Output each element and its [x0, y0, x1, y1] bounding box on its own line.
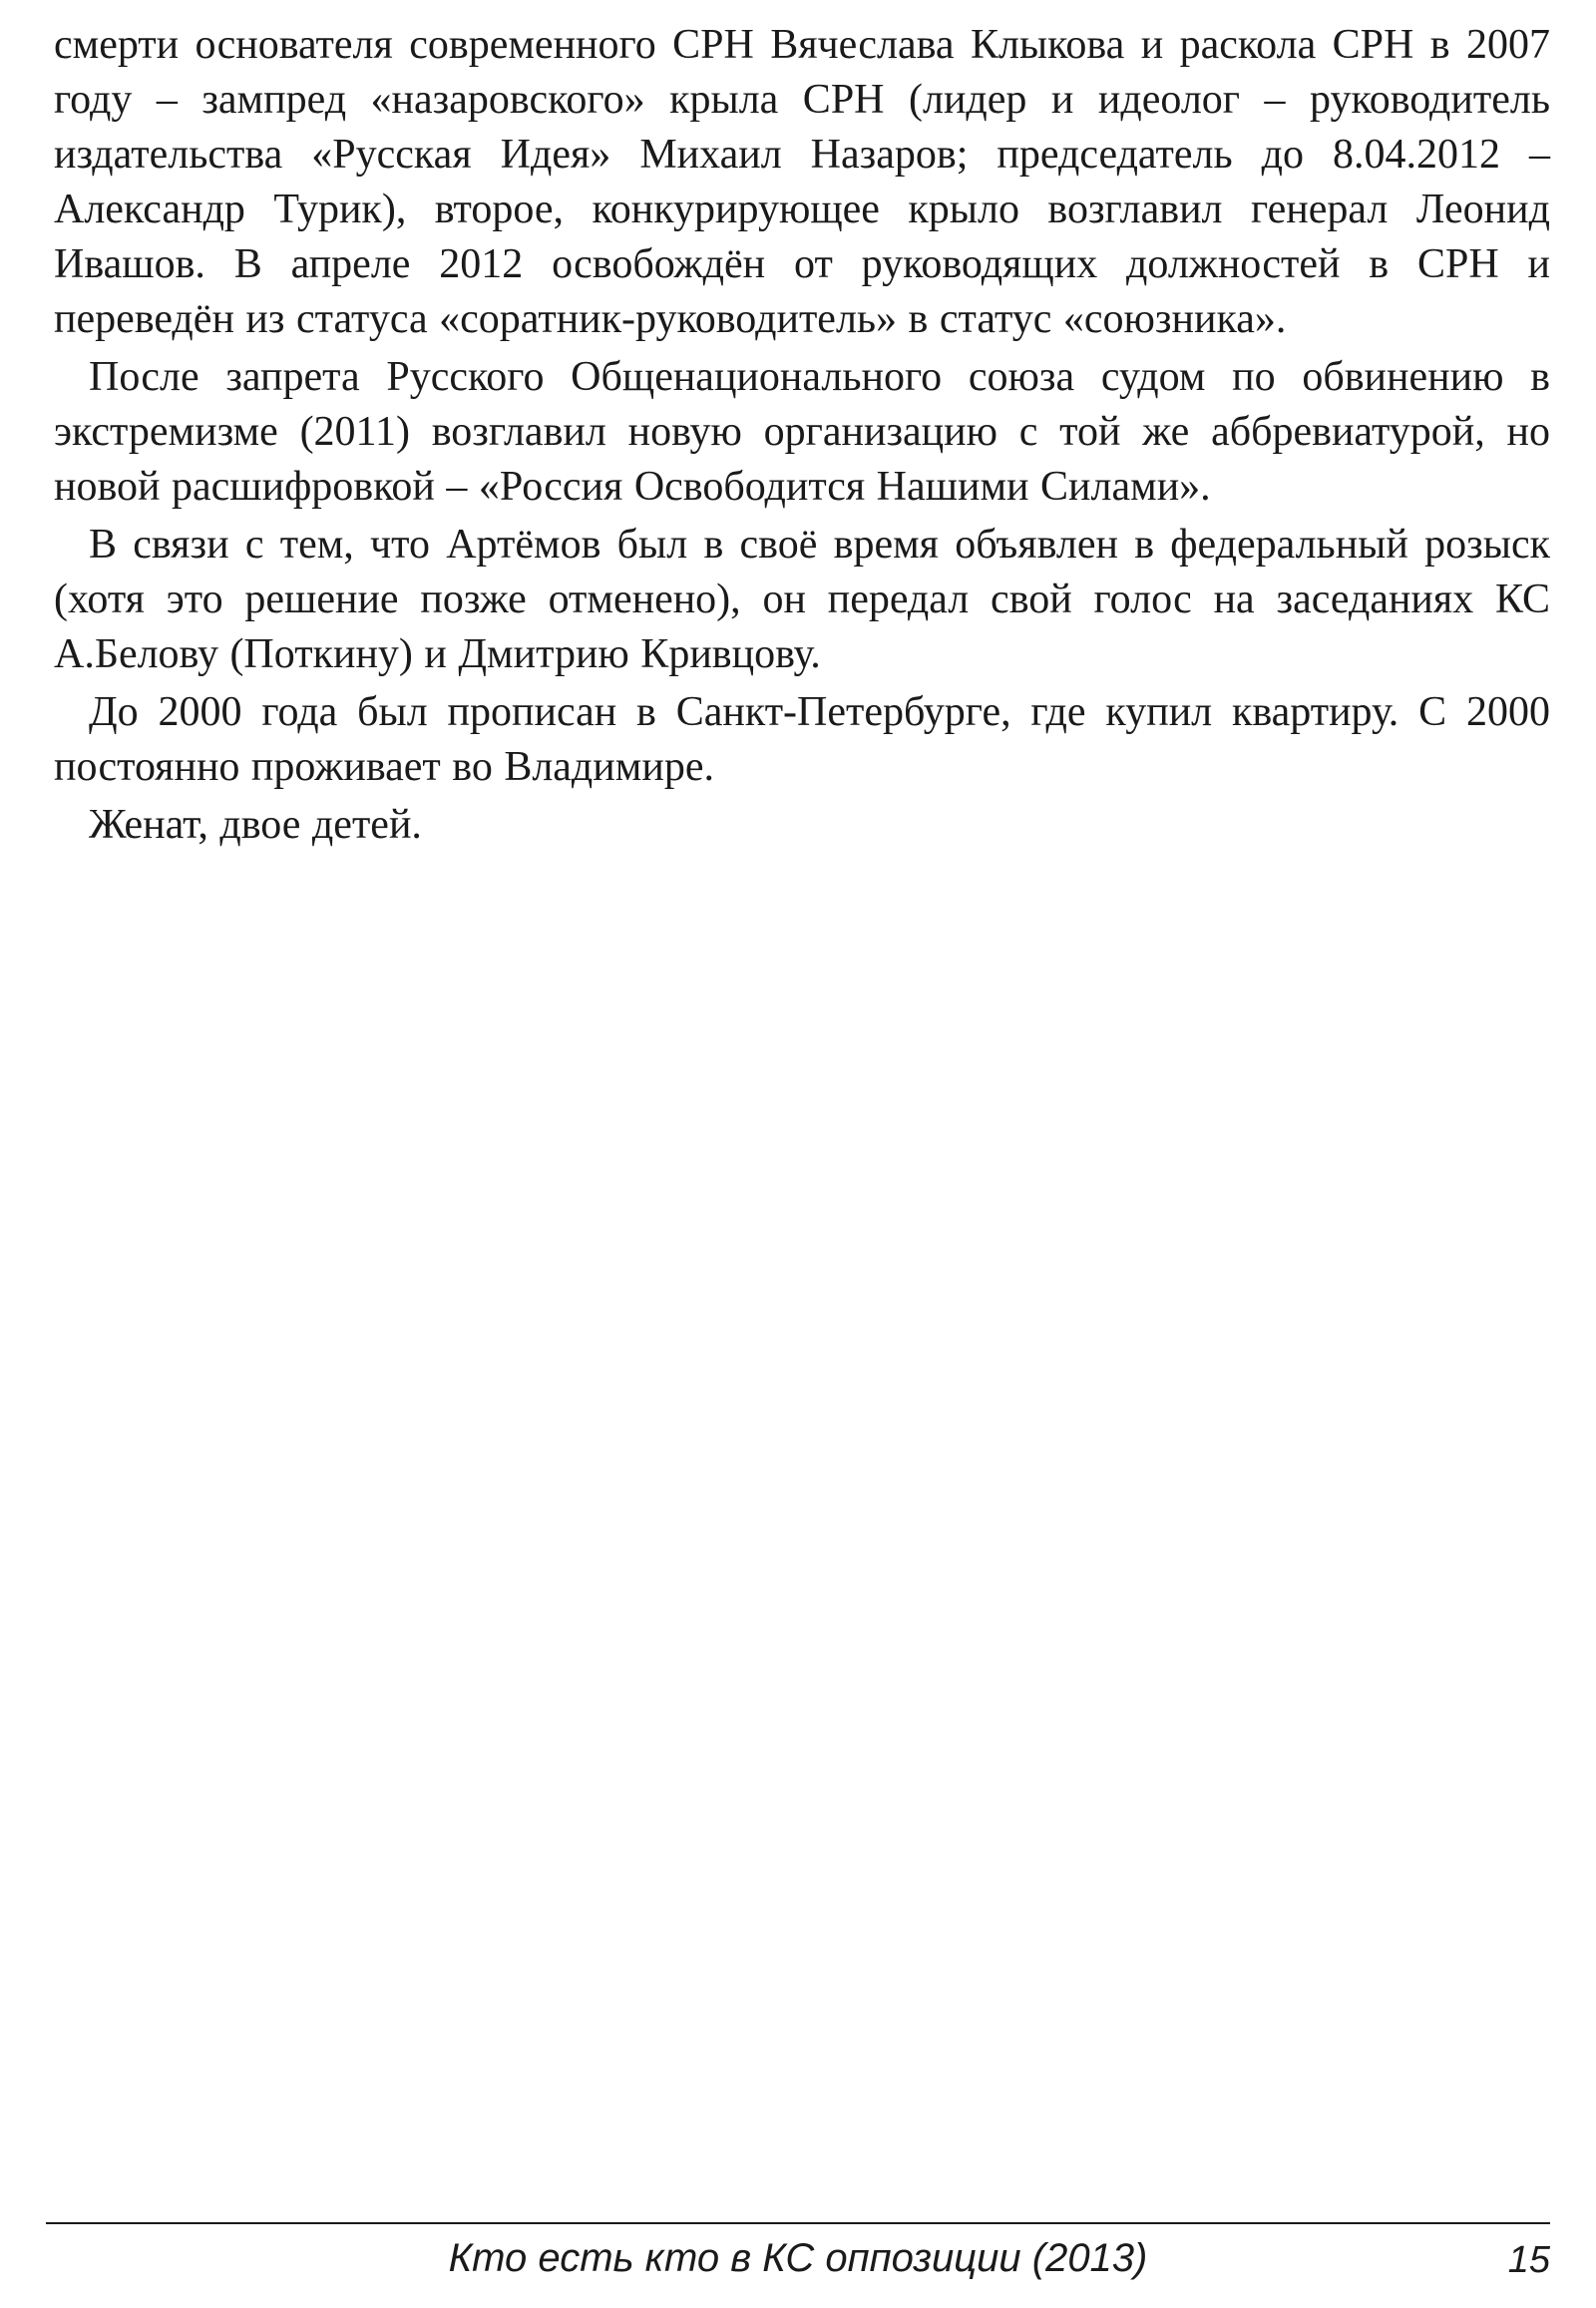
paragraph: Женат, двое детей.: [89, 802, 422, 848]
footer-divider: [46, 2222, 1550, 2224]
paragraph-continued: смерти основателя современного СРН Вячеслава Клыкова и раскола СРН в 2007 году – зампред «назаровского» крыла СРН (лидер и идеолог – руководитель издательства «Русская Идея» Михаил Назаров; председатель до 8.04.2012 – Александр Турик), второе, конкурирующее крыло возглавил генерал Леонид Ивашов. В апреле 2012 освобождён от руководящих должностей в СРН и переведён из статуса «соратник-руководитель» в статус «союзника».: [54, 22, 1550, 342]
paragraph: До 2000 года был прописан в Санкт-Петербурге, где купил квартиру. С 2000 постоянно проживает во Владимире.: [54, 689, 1550, 790]
footer-title: Кто есть кто в КС оппозиции (2013): [448, 2236, 1148, 2280]
paragraph: В связи с тем, что Артёмов был в своё время объявлен в федеральный розыск (хотя это решение позже отменено), он передал свой голос на заседаниях КС А.Белову (Поткину) и Дмитрию Кривцову.: [54, 522, 1550, 677]
document-body: [54, 18, 1550, 853]
paragraph: После запрета Русского Общенационального союза судом по обвинению в экстремизме (2011) возглавил новую организацию с той же аббревиатурой, но новой расшифровкой – «Россия Освободится Нашими Силами».: [54, 354, 1550, 510]
page-number: 15: [1507, 2239, 1550, 2281]
